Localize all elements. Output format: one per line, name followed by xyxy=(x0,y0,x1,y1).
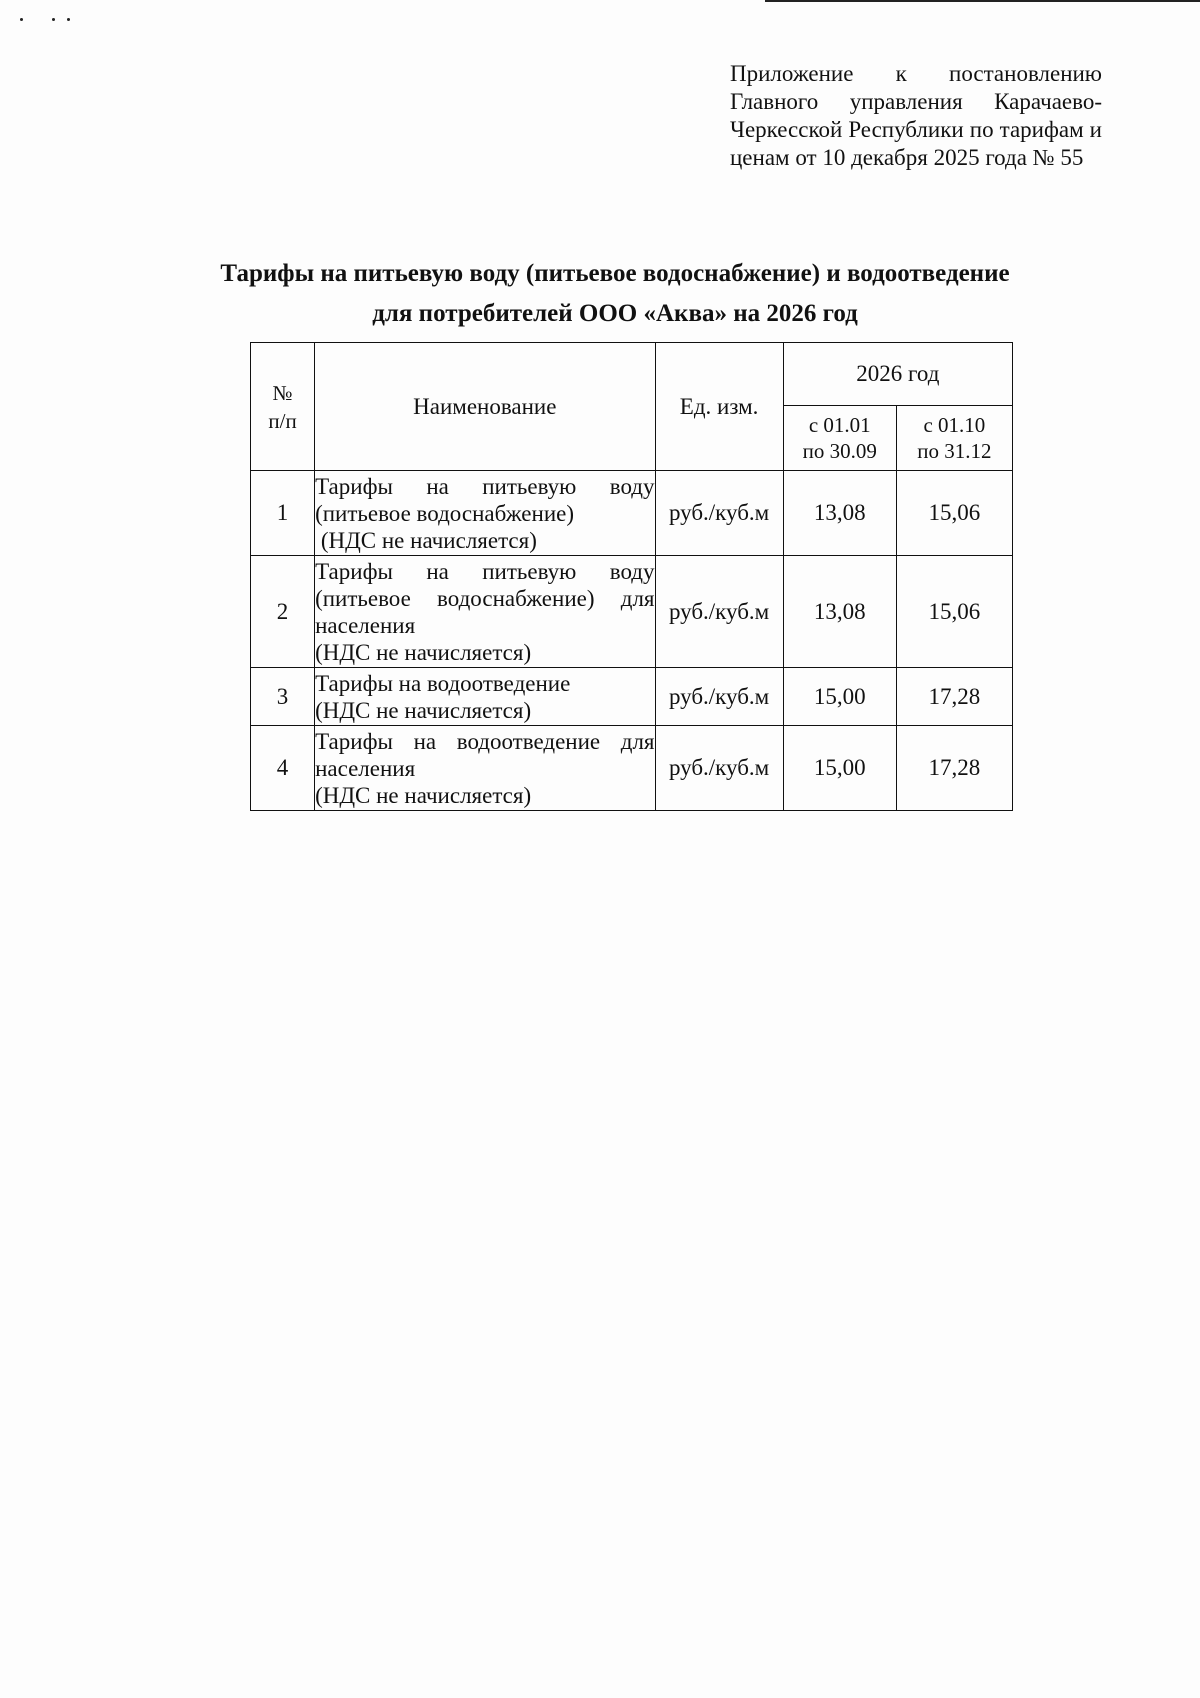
row-tariff-period-2: 15,06 xyxy=(896,471,1012,556)
row-unit: руб./куб.м xyxy=(655,471,783,556)
row-tariff-period-2: 17,28 xyxy=(896,726,1012,811)
title-line-1: Тарифы на питьевую воду (питьевое водоснабжение) и водоотведение xyxy=(220,260,1010,287)
header-period-1: с 01.01 по 30.09 xyxy=(783,406,896,471)
row-unit: руб./куб.м xyxy=(655,726,783,811)
table-row xyxy=(251,668,1013,726)
header-unit: Ед. изм. xyxy=(655,343,783,471)
table-row xyxy=(251,726,1013,811)
scan-edge-line xyxy=(765,0,1200,2)
row-tariff-period-1: 15,00 xyxy=(783,726,896,811)
row-unit: руб./куб.м xyxy=(655,556,783,668)
row-name: Тарифы на водоотведение (НДС не начисляется) xyxy=(315,668,655,726)
row-tariff-period-2: 17,28 xyxy=(896,668,1012,726)
row-number: 2 xyxy=(251,556,315,668)
table-row xyxy=(251,471,1013,556)
row-number: 3 xyxy=(251,668,315,726)
row-name: Тарифы на питьевую воду (питьевое водоснабжение) (НДС не начисляется) xyxy=(315,471,655,556)
row-name: Тарифы на водоотведение для населения (НДС не начисляется) xyxy=(315,726,655,811)
table-row xyxy=(251,556,1013,668)
header-row-1 xyxy=(251,343,1013,406)
scan-marks xyxy=(20,18,80,24)
row-tariff-period-1: 15,00 xyxy=(783,668,896,726)
row-tariff-period-1: 13,08 xyxy=(783,556,896,668)
row-tariff-period-2: 15,06 xyxy=(896,556,1012,668)
document-title xyxy=(150,254,1080,334)
header-number: № п/п xyxy=(251,343,315,471)
row-number: 1 xyxy=(251,471,315,556)
annex-reference: Приложение к постановлению Главного управления Карачаево-Черкесской Республики по тарифам и ценам от 10 декабря 2025 года № 55 xyxy=(730,61,1102,170)
header-name: Наименование xyxy=(315,343,655,471)
header-year: 2026 год xyxy=(783,343,1012,406)
title-line-2: для потребителей ООО «Аква» на 2026 год xyxy=(372,300,858,327)
row-name: Тарифы на питьевую воду (питьевое водоснабжение) для населения (НДС не начисляется) xyxy=(315,556,655,668)
header-period-2: с 01.10 по 31.12 xyxy=(896,406,1012,471)
row-tariff-period-1: 13,08 xyxy=(783,471,896,556)
row-number: 4 xyxy=(251,726,315,811)
tariff-table xyxy=(250,342,1013,811)
row-unit: руб./куб.м xyxy=(655,668,783,726)
